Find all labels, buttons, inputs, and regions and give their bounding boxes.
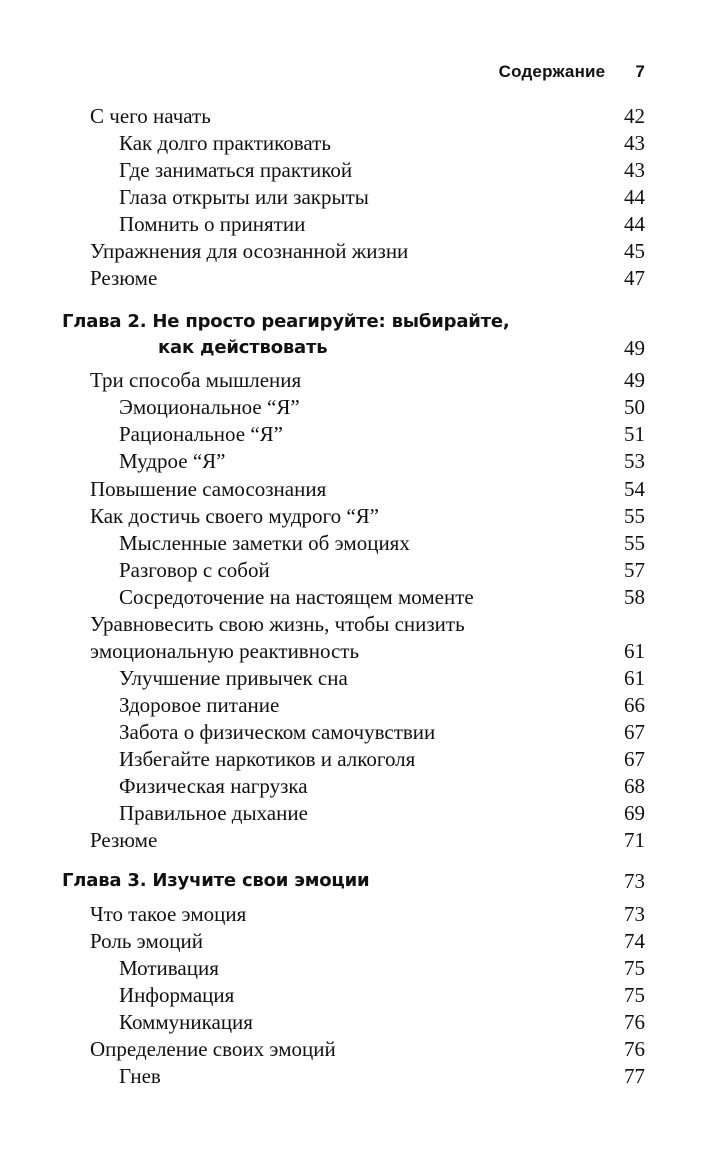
toc-entry: [0, 637, 709, 665]
toc-entry-page: 51: [624, 422, 645, 446]
toc-entry-page: 68: [624, 774, 645, 798]
chapter-title: Глава 3. Изучите свои эмоции: [62, 870, 370, 891]
toc-entry-title: Как долго практиковать: [119, 131, 331, 155]
toc-entry-title: С чего начать: [90, 104, 211, 128]
toc-entry-page: 67: [624, 720, 645, 744]
toc-entry: [0, 237, 709, 265]
toc-entry: [0, 583, 709, 611]
toc-entry: [0, 799, 709, 827]
toc-entry: [0, 691, 709, 719]
toc-entry: [0, 264, 709, 292]
toc-entry: [0, 393, 709, 421]
toc-entry-page: 74: [624, 929, 645, 953]
toc-entry-page: 43: [624, 158, 645, 182]
toc-entry-title: Забота о физическом самочувствии: [119, 720, 436, 744]
toc-entry-title: Повышение самосознания: [90, 477, 327, 501]
toc-entry-title: Что такое эмоция: [90, 902, 247, 926]
running-head: [499, 62, 645, 82]
toc-entry: [0, 1008, 709, 1036]
toc-entry: [0, 927, 709, 955]
toc-entry-page: 50: [624, 395, 645, 419]
toc-entry-title: Резюме: [90, 266, 158, 290]
toc-entry: [0, 981, 709, 1009]
toc-entry: [0, 826, 709, 854]
toc-entry-title: Здоровое питание: [119, 693, 280, 717]
toc-entry-title: Разговор с собой: [119, 558, 270, 582]
toc-entry-title: Резюме: [90, 828, 158, 852]
toc-entry: [0, 772, 709, 800]
toc-entry: [0, 129, 709, 157]
toc-entry-title: Физическая нагрузка: [119, 774, 308, 798]
toc-entry: [0, 475, 709, 503]
toc-entry-page: 58: [624, 585, 645, 609]
toc-entry: [0, 529, 709, 557]
toc-entry: [0, 420, 709, 448]
toc-entry-page: 42: [624, 104, 645, 128]
toc-entry-page: 75: [624, 983, 645, 1007]
toc-entry-title: Глаза открыты или закрыты: [119, 185, 369, 209]
toc-entry-title: Мотивация: [119, 956, 219, 980]
page-number: 7: [635, 62, 645, 81]
toc-entry-page: 44: [624, 212, 645, 236]
toc-entry-page: 57: [624, 558, 645, 582]
chapter-title: Глава 2. Не просто реагируйте: выбирайте,: [62, 311, 510, 332]
toc-entry: [0, 183, 709, 211]
toc-entry-page: 76: [624, 1037, 645, 1061]
toc-entry-page: 53: [624, 449, 645, 473]
toc-entry-page: 71: [624, 828, 645, 852]
toc-entry: [0, 102, 709, 130]
toc-entry: [0, 1035, 709, 1063]
toc-entry-title: Рациональное “Я”: [119, 422, 283, 446]
toc-entry-title: Упражнения для осознанной жизни: [90, 239, 409, 263]
toc-entry: [0, 447, 709, 475]
toc-entry-title: Мудрое “Я”: [119, 449, 226, 473]
toc-entry-page: 45: [624, 239, 645, 263]
toc-entry-title: Сосредоточение на настоящем моменте: [119, 585, 474, 609]
toc-entry-title: Где заниматься практикой: [119, 158, 353, 182]
toc-entry-page: 43: [624, 131, 645, 155]
toc-entry: [0, 210, 709, 238]
toc-entry: [0, 556, 709, 584]
toc-entry-page: 61: [624, 639, 645, 663]
toc-entry-title: Информация: [119, 983, 235, 1007]
toc-entry: [0, 502, 709, 530]
chapter-heading: [0, 867, 709, 895]
toc-entry-page: 73: [624, 902, 645, 926]
toc-entry-title: Помнить о принятии: [119, 212, 306, 236]
toc-entry: [0, 1062, 709, 1090]
toc-entry: [0, 954, 709, 982]
toc-entry-page: 69: [624, 801, 645, 825]
toc-entry-title: Коммуникация: [119, 1010, 253, 1034]
toc-entry-title: эмоциональную реактивность: [90, 639, 360, 663]
toc-entry: [0, 156, 709, 184]
toc-entry-title: Эмоциональное “Я”: [119, 395, 300, 419]
toc-entry: [0, 718, 709, 746]
toc-entry-page: 77: [624, 1064, 645, 1088]
toc-entry-page: 44: [624, 185, 645, 209]
toc-entry-page: 47: [624, 266, 645, 290]
toc-entry-page: 66: [624, 693, 645, 717]
toc-entry-page: 55: [624, 504, 645, 528]
toc-entry-title: Три способа мышления: [90, 368, 302, 392]
toc-entry: [0, 664, 709, 692]
toc-entry-page: 75: [624, 956, 645, 980]
toc-entry-page: 73: [624, 869, 645, 893]
toc-entry-page: 55: [624, 531, 645, 555]
toc-entry-page: 76: [624, 1010, 645, 1034]
toc-entry: [0, 610, 709, 638]
chapter-heading: [0, 308, 709, 336]
toc-entry-page: 49: [624, 368, 645, 392]
toc-entry-title: Определение своих эмоций: [90, 1037, 336, 1061]
toc-entry-title: Избегайте наркотиков и алкоголя: [119, 747, 416, 771]
toc-entry-page: 61: [624, 666, 645, 690]
toc-entry-page: 49: [624, 336, 645, 360]
running-head-title: Содержание: [498, 62, 606, 81]
toc-entry-page: 67: [624, 747, 645, 771]
toc-entry-title: Как достичь своего мудрого “Я”: [90, 504, 379, 528]
toc-entry-page: 54: [624, 477, 645, 501]
toc-entry: [0, 366, 709, 394]
toc-entry-title: Мысленные заметки об эмоциях: [119, 531, 410, 555]
toc-entry: [0, 900, 709, 928]
toc-entry: [0, 745, 709, 773]
toc-entry-title: Гнев: [119, 1064, 161, 1088]
toc-entry-title: Роль эмоций: [90, 929, 204, 953]
toc-entry-title: Уравновесить свою жизнь, чтобы снизить: [90, 612, 465, 636]
chapter-title: как действовать: [158, 337, 328, 358]
toc-entry-title: Правильное дыхание: [119, 801, 308, 825]
chapter-heading-continued: [0, 334, 709, 362]
toc-entry-title: Улучшение привычек сна: [119, 666, 348, 690]
